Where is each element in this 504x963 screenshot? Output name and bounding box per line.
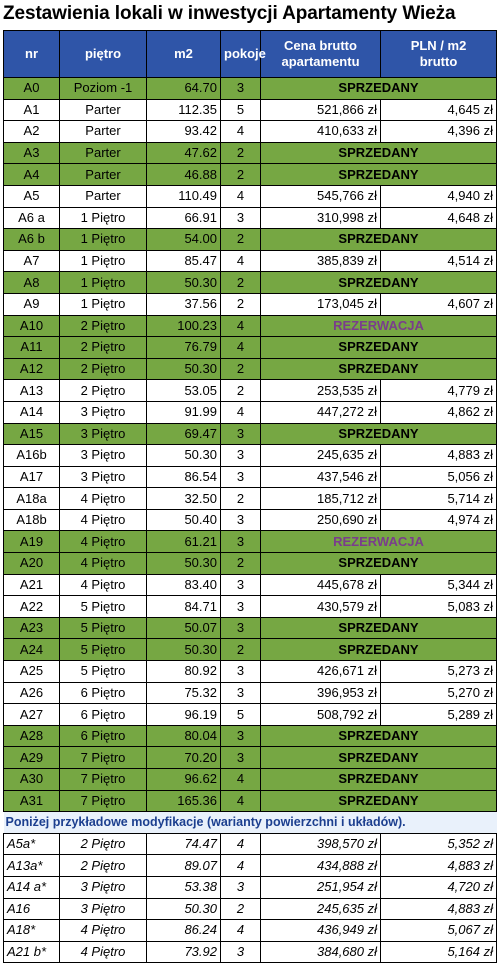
- table-row: [4, 337, 497, 359]
- cell-cena: 437,546 zł: [261, 466, 381, 488]
- cell-pietro: 1 Piętro: [60, 272, 147, 294]
- table-row: [4, 272, 497, 294]
- cell-nr: A5a*: [4, 833, 60, 855]
- table-row: [4, 596, 497, 618]
- header-pln-m2-line2: brutto: [419, 54, 458, 69]
- cell-pietro: 4 Piętro: [60, 509, 147, 531]
- status-badge: SPRZEDANY: [261, 164, 497, 186]
- cell-m2: 54.00: [147, 229, 221, 251]
- status-badge: REZERWACJA: [261, 531, 497, 553]
- cell-cena: 545,766 zł: [261, 185, 381, 207]
- cell-pln-m2: 4,883 zł: [381, 445, 497, 467]
- table-row: [4, 682, 497, 704]
- cell-pietro: 4 Piętro: [60, 941, 147, 963]
- table-row: [4, 725, 497, 747]
- table-row: [4, 423, 497, 445]
- cell-nr: A16: [4, 898, 60, 920]
- cell-pietro: 2 Piętro: [60, 855, 147, 877]
- table-row: [4, 769, 497, 791]
- cell-pietro: 6 Piętro: [60, 725, 147, 747]
- cell-pietro: 4 Piętro: [60, 531, 147, 553]
- cell-nr: A22: [4, 596, 60, 618]
- cell-m2: 76.79: [147, 337, 221, 359]
- cell-pln-m2: 4,974 zł: [381, 509, 497, 531]
- status-badge: SPRZEDANY: [261, 423, 497, 445]
- cell-cena: 410,633 zł: [261, 121, 381, 143]
- cell-cena: 245,635 zł: [261, 898, 381, 920]
- cell-pietro: 5 Piętro: [60, 661, 147, 683]
- cell-pokoje: 3: [221, 725, 261, 747]
- header-cena: [261, 31, 381, 78]
- cell-pokoje: 4: [221, 769, 261, 791]
- table-row: [4, 617, 497, 639]
- table-row: [4, 229, 497, 251]
- cell-cena: 385,839 zł: [261, 250, 381, 272]
- table-row: [4, 185, 497, 207]
- cell-m2: 110.49: [147, 185, 221, 207]
- cell-m2: 84.71: [147, 596, 221, 618]
- modification-row: [4, 941, 497, 963]
- status-badge: SPRZEDANY: [261, 272, 497, 294]
- cell-pietro: 1 Piętro: [60, 250, 147, 272]
- status-badge: SPRZEDANY: [261, 790, 497, 812]
- cell-nr: A0: [4, 78, 60, 100]
- cell-m2: 93.42: [147, 121, 221, 143]
- cell-nr: A26: [4, 682, 60, 704]
- cell-pln-m2: 5,270 zł: [381, 682, 497, 704]
- cell-pln-m2: 4,940 zł: [381, 185, 497, 207]
- cell-pln-m2: 4,883 zł: [381, 898, 497, 920]
- cell-m2: 89.07: [147, 855, 221, 877]
- cell-pokoje: 2: [221, 639, 261, 661]
- cell-pokoje: 2: [221, 272, 261, 294]
- cell-nr: A11: [4, 337, 60, 359]
- cell-nr: A2: [4, 121, 60, 143]
- cell-cena: 434,888 zł: [261, 855, 381, 877]
- cell-m2: 80.92: [147, 661, 221, 683]
- cell-cena: 430,579 zł: [261, 596, 381, 618]
- apartments-table: [3, 30, 497, 963]
- cell-pokoje: 4: [221, 833, 261, 855]
- cell-pietro: 1 Piętro: [60, 207, 147, 229]
- cell-pln-m2: 5,714 zł: [381, 488, 497, 510]
- status-badge: REZERWACJA: [261, 315, 497, 337]
- cell-pln-m2: 4,514 zł: [381, 250, 497, 272]
- cell-pokoje: 4: [221, 185, 261, 207]
- status-badge: SPRZEDANY: [261, 229, 497, 251]
- modification-row: [4, 876, 497, 898]
- cell-pietro: 2 Piętro: [60, 337, 147, 359]
- status-badge: SPRZEDANY: [261, 358, 497, 380]
- cell-nr: A17: [4, 466, 60, 488]
- cell-pietro: 3 Piętro: [60, 876, 147, 898]
- cell-pietro: 4 Piętro: [60, 488, 147, 510]
- table-row: [4, 358, 497, 380]
- cell-pietro: 6 Piętro: [60, 704, 147, 726]
- cell-pokoje: 3: [221, 747, 261, 769]
- table-row: [4, 661, 497, 683]
- cell-pln-m2: 4,779 zł: [381, 380, 497, 402]
- cell-pokoje: 2: [221, 380, 261, 402]
- cell-nr: A13: [4, 380, 60, 402]
- cell-m2: 50.30: [147, 272, 221, 294]
- table-row: [4, 207, 497, 229]
- cell-pokoje: 4: [221, 920, 261, 942]
- cell-pokoje: 2: [221, 293, 261, 315]
- cell-m2: 91.99: [147, 401, 221, 423]
- cell-m2: 64.70: [147, 78, 221, 100]
- cell-nr: A1: [4, 99, 60, 121]
- cell-m2: 80.04: [147, 725, 221, 747]
- status-badge: SPRZEDANY: [261, 337, 497, 359]
- page-title: Zestawienia lokali w inwestycji Apartamenty Wieża: [3, 3, 456, 24]
- cell-cena: 426,671 zł: [261, 661, 381, 683]
- cell-pokoje: 2: [221, 164, 261, 186]
- cell-pietro: 3 Piętro: [60, 898, 147, 920]
- cell-nr: A31: [4, 790, 60, 812]
- cell-pokoje: 5: [221, 704, 261, 726]
- cell-cena: 251,954 zł: [261, 876, 381, 898]
- status-badge: SPRZEDANY: [261, 553, 497, 575]
- table-row: [4, 509, 497, 531]
- header-pietro: piętro: [60, 31, 147, 78]
- cell-m2: 83.40: [147, 574, 221, 596]
- cell-nr: A27: [4, 704, 60, 726]
- cell-pietro: Parter: [60, 142, 147, 164]
- table-body: [4, 78, 497, 963]
- cell-pokoje: 2: [221, 488, 261, 510]
- table-row: [4, 639, 497, 661]
- cell-pietro: 2 Piętro: [60, 833, 147, 855]
- cell-nr: A28: [4, 725, 60, 747]
- cell-pietro: 1 Piętro: [60, 229, 147, 251]
- cell-pietro: Parter: [60, 121, 147, 143]
- cell-m2: 50.07: [147, 617, 221, 639]
- cell-pietro: 5 Piętro: [60, 617, 147, 639]
- table-row: [4, 142, 497, 164]
- table-header-row: [4, 31, 497, 78]
- cell-pokoje: 3: [221, 596, 261, 618]
- header-cena-line2: apartamentu: [281, 54, 360, 69]
- cell-pietro: 4 Piętro: [60, 920, 147, 942]
- cell-pietro: Poziom -1: [60, 78, 147, 100]
- cell-pietro: 3 Piętro: [60, 466, 147, 488]
- cell-nr: A6 b: [4, 229, 60, 251]
- cell-nr: A29: [4, 747, 60, 769]
- cell-pokoje: 4: [221, 121, 261, 143]
- status-badge: SPRZEDANY: [261, 747, 497, 769]
- cell-pokoje: 4: [221, 790, 261, 812]
- cell-m2: 47.62: [147, 142, 221, 164]
- cell-pokoje: 4: [221, 315, 261, 337]
- cell-pln-m2: 5,344 zł: [381, 574, 497, 596]
- cell-nr: A30: [4, 769, 60, 791]
- table-row: [4, 747, 497, 769]
- cell-cena: 173,045 zł: [261, 293, 381, 315]
- cell-pokoje: 3: [221, 876, 261, 898]
- cell-cena: 521,866 zł: [261, 99, 381, 121]
- cell-m2: 50.30: [147, 898, 221, 920]
- cell-pietro: Parter: [60, 185, 147, 207]
- table-row: [4, 293, 497, 315]
- header-pokoje: pokoje: [221, 31, 261, 78]
- cell-m2: 112.35: [147, 99, 221, 121]
- cell-pietro: 2 Piętro: [60, 315, 147, 337]
- cell-pietro: 7 Piętro: [60, 747, 147, 769]
- cell-pokoje: 3: [221, 466, 261, 488]
- cell-m2: 37.56: [147, 293, 221, 315]
- modification-row: [4, 833, 497, 855]
- status-badge: SPRZEDANY: [261, 78, 497, 100]
- cell-cena: 396,953 zł: [261, 682, 381, 704]
- cell-cena: 253,535 zł: [261, 380, 381, 402]
- cell-m2: 50.30: [147, 553, 221, 575]
- cell-pietro: 5 Piętro: [60, 596, 147, 618]
- cell-pietro: 2 Piętro: [60, 358, 147, 380]
- status-badge: SPRZEDANY: [261, 617, 497, 639]
- table-row: [4, 380, 497, 402]
- cell-m2: 50.30: [147, 358, 221, 380]
- cell-pokoje: 3: [221, 207, 261, 229]
- cell-pokoje: 3: [221, 661, 261, 683]
- cell-nr: A14: [4, 401, 60, 423]
- cell-pokoje: 4: [221, 337, 261, 359]
- cell-pokoje: 2: [221, 358, 261, 380]
- cell-pln-m2: 5,273 zł: [381, 661, 497, 683]
- cell-cena: 398,570 zł: [261, 833, 381, 855]
- cell-m2: 75.32: [147, 682, 221, 704]
- cell-pokoje: 4: [221, 855, 261, 877]
- cell-pln-m2: 5,067 zł: [381, 920, 497, 942]
- cell-pokoje: 3: [221, 78, 261, 100]
- cell-pokoje: 2: [221, 553, 261, 575]
- cell-pokoje: 2: [221, 142, 261, 164]
- cell-nr: A8: [4, 272, 60, 294]
- table-row: [4, 401, 497, 423]
- cell-nr: A19: [4, 531, 60, 553]
- cell-pln-m2: 4,607 zł: [381, 293, 497, 315]
- status-badge: SPRZEDANY: [261, 769, 497, 791]
- status-badge: SPRZEDANY: [261, 142, 497, 164]
- cell-pln-m2: 4,648 zł: [381, 207, 497, 229]
- table-row: [4, 704, 497, 726]
- table-row: [4, 121, 497, 143]
- cell-m2: 53.38: [147, 876, 221, 898]
- cell-m2: 66.91: [147, 207, 221, 229]
- cell-pokoje: 5: [221, 99, 261, 121]
- status-badge: SPRZEDANY: [261, 639, 497, 661]
- status-badge: SPRZEDANY: [261, 725, 497, 747]
- cell-cena: 310,998 zł: [261, 207, 381, 229]
- cell-m2: 50.40: [147, 509, 221, 531]
- table-row: [4, 164, 497, 186]
- table-row: [4, 488, 497, 510]
- cell-pietro: Parter: [60, 99, 147, 121]
- cell-pln-m2: 4,645 zł: [381, 99, 497, 121]
- cell-pln-m2: 5,083 zł: [381, 596, 497, 618]
- table-row: [4, 790, 497, 812]
- cell-nr: A21 b*: [4, 941, 60, 963]
- cell-pokoje: 4: [221, 401, 261, 423]
- cell-cena: 250,690 zł: [261, 509, 381, 531]
- cell-nr: A5: [4, 185, 60, 207]
- cell-m2: 96.62: [147, 769, 221, 791]
- cell-pietro: 3 Piętro: [60, 401, 147, 423]
- cell-nr: A3: [4, 142, 60, 164]
- modification-row: [4, 920, 497, 942]
- cell-nr: A24: [4, 639, 60, 661]
- cell-m2: 96.19: [147, 704, 221, 726]
- cell-pokoje: 3: [221, 509, 261, 531]
- cell-m2: 85.47: [147, 250, 221, 272]
- cell-m2: 100.23: [147, 315, 221, 337]
- cell-cena: 445,678 zł: [261, 574, 381, 596]
- cell-pln-m2: 4,396 zł: [381, 121, 497, 143]
- cell-nr: A6 a: [4, 207, 60, 229]
- cell-nr: A16b: [4, 445, 60, 467]
- header-cena-line1: Cena brutto: [284, 38, 357, 53]
- cell-cena: 508,792 zł: [261, 704, 381, 726]
- cell-pokoje: 2: [221, 229, 261, 251]
- cell-pokoje: 4: [221, 250, 261, 272]
- cell-pokoje: 3: [221, 445, 261, 467]
- cell-nr: A10: [4, 315, 60, 337]
- cell-nr: A13a*: [4, 855, 60, 877]
- table-row: [4, 553, 497, 575]
- cell-pln-m2: 5,164 zł: [381, 941, 497, 963]
- table-row: [4, 250, 497, 272]
- table-row: [4, 315, 497, 337]
- table-row: [4, 466, 497, 488]
- cell-nr: A18a: [4, 488, 60, 510]
- cell-pietro: 7 Piętro: [60, 790, 147, 812]
- cell-cena: 245,635 zł: [261, 445, 381, 467]
- cell-pln-m2: 4,883 zł: [381, 855, 497, 877]
- cell-pokoje: 3: [221, 682, 261, 704]
- modification-row: [4, 898, 497, 920]
- cell-pokoje: 3: [221, 941, 261, 963]
- cell-m2: 53.05: [147, 380, 221, 402]
- cell-pln-m2: 5,289 zł: [381, 704, 497, 726]
- table-row: [4, 99, 497, 121]
- cell-pietro: 4 Piętro: [60, 574, 147, 596]
- cell-pokoje: 3: [221, 617, 261, 639]
- cell-nr: A21: [4, 574, 60, 596]
- modifications-note: Poniżej przykładowe modyfikacje (warianty powierzchni i układów).: [4, 812, 497, 834]
- table-row: [4, 78, 497, 100]
- cell-nr: A9: [4, 293, 60, 315]
- cell-pln-m2: 4,862 zł: [381, 401, 497, 423]
- cell-pietro: 4 Piętro: [60, 553, 147, 575]
- cell-pokoje: 2: [221, 898, 261, 920]
- cell-nr: A20: [4, 553, 60, 575]
- header-m2: m2: [147, 31, 221, 78]
- cell-pietro: 2 Piętro: [60, 380, 147, 402]
- cell-m2: 50.30: [147, 639, 221, 661]
- cell-m2: 73.92: [147, 941, 221, 963]
- cell-pietro: 7 Piętro: [60, 769, 147, 791]
- cell-cena: 384,680 zł: [261, 941, 381, 963]
- cell-nr: A18*: [4, 920, 60, 942]
- cell-pokoje: 3: [221, 531, 261, 553]
- cell-pietro: 3 Piętro: [60, 445, 147, 467]
- table-row: [4, 445, 497, 467]
- cell-nr: A25: [4, 661, 60, 683]
- cell-pokoje: 3: [221, 574, 261, 596]
- cell-nr: A12: [4, 358, 60, 380]
- cell-pokoje: 3: [221, 423, 261, 445]
- cell-pln-m2: 5,056 zł: [381, 466, 497, 488]
- cell-pietro: 1 Piętro: [60, 293, 147, 315]
- cell-pietro: 6 Piętro: [60, 682, 147, 704]
- cell-m2: 70.20: [147, 747, 221, 769]
- cell-m2: 86.54: [147, 466, 221, 488]
- cell-nr: A4: [4, 164, 60, 186]
- cell-cena: 185,712 zł: [261, 488, 381, 510]
- cell-nr: A18b: [4, 509, 60, 531]
- header-pln-m2: [381, 31, 497, 78]
- cell-pln-m2: 5,352 zł: [381, 833, 497, 855]
- cell-m2: 69.47: [147, 423, 221, 445]
- cell-m2: 50.30: [147, 445, 221, 467]
- modification-row: [4, 855, 497, 877]
- header-nr: nr: [4, 31, 60, 78]
- cell-pietro: 5 Piętro: [60, 639, 147, 661]
- cell-pietro: 3 Piętro: [60, 423, 147, 445]
- cell-cena: 436,949 zł: [261, 920, 381, 942]
- cell-m2: 46.88: [147, 164, 221, 186]
- cell-nr: A23: [4, 617, 60, 639]
- cell-pln-m2: 4,720 zł: [381, 876, 497, 898]
- cell-m2: 86.24: [147, 920, 221, 942]
- cell-m2: 165.36: [147, 790, 221, 812]
- cell-m2: 61.21: [147, 531, 221, 553]
- cell-m2: 74.47: [147, 833, 221, 855]
- cell-pietro: Parter: [60, 164, 147, 186]
- modifications-note-row: [4, 812, 497, 834]
- cell-cena: 447,272 zł: [261, 401, 381, 423]
- cell-nr: A14 a*: [4, 876, 60, 898]
- header-pln-m2-line1: PLN / m2: [410, 38, 467, 53]
- cell-nr: A7: [4, 250, 60, 272]
- table-row: [4, 531, 497, 553]
- cell-nr: A15: [4, 423, 60, 445]
- table-row: [4, 574, 497, 596]
- cell-m2: 32.50: [147, 488, 221, 510]
